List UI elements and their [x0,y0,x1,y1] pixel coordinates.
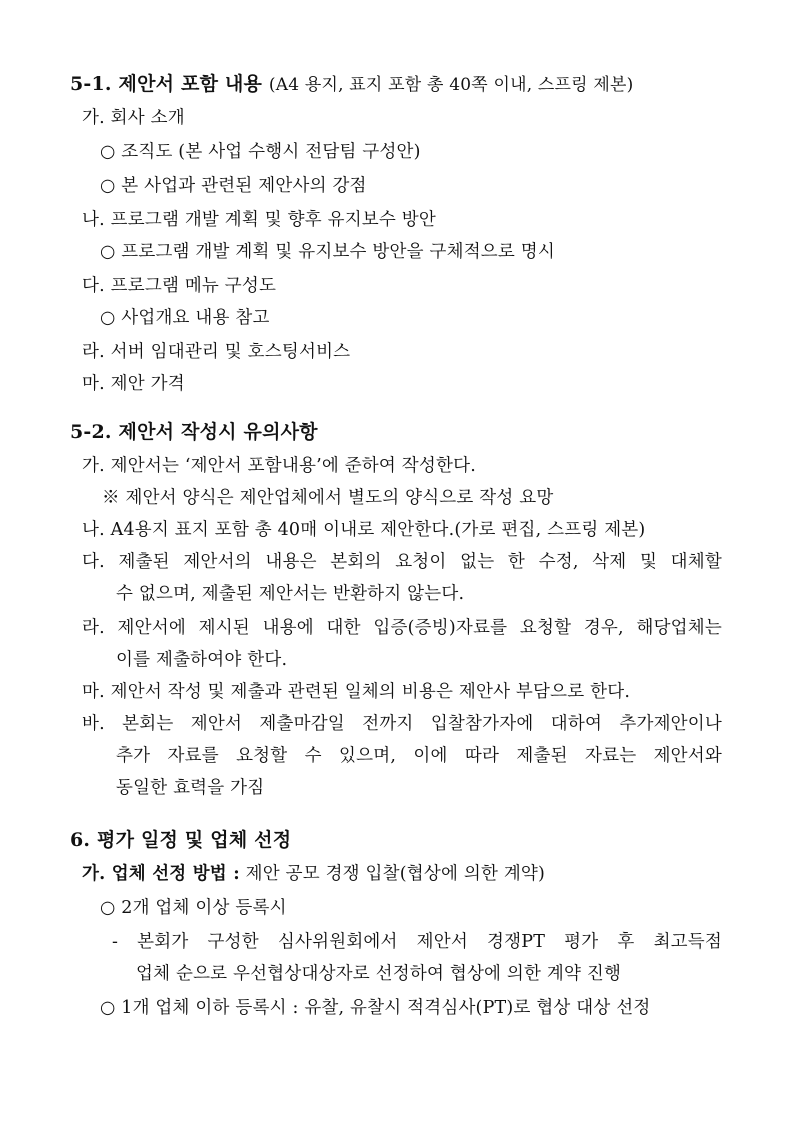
section-5-1-title: 5-1. 제안서 포함 내용 [70,73,263,95]
item-6-a [82,862,545,886]
item-5-2-d-line1: 라. 제안서에 제시된 내용에 대한 입증(증빙)자료를 요청할 경우, 해당업체는 [82,618,722,638]
item-6-a-label: 가. 업체 선정 방법 : [82,864,240,884]
item-5-1-b-1: ○ 프로그램 개발 계획 및 유지보수 방안을 구체적으로 명시 [100,242,555,262]
item-6-a-text: 제안 공모 경쟁 입찰(협상에 의한 계약) [245,864,546,884]
item-5-2-e: 마. 제안서 작성 및 제출과 관련된 일체의 비용은 제안사 부담으로 한다. [82,682,631,702]
item-5-2-f-line3: 동일한 효력을 가짐 [116,778,265,798]
item-5-2-f-line2: 추가 자료를 요청할 수 있으며, 이에 따라 제출된 자료는 제안서와 [116,746,722,766]
section-6-title: 6. 평가 일정 및 업체 선정 [70,829,292,851]
item-5-2-c-line2: 수 없으며, 제출된 제안서는 반환하지 않는다. [116,584,465,604]
item-5-2-a: 가. 제안서는 ‘제안서 포함내용’에 준하여 작성한다. [82,456,476,476]
item-6-a-1-dash [112,930,722,954]
item-5-1-c: 다. 프로그램 메뉴 구성도 [82,276,277,296]
item-5-2-f-line1: 바. 본회는 제안서 제출마감일 전까지 입찰참가자에 대하여 추가제안이나 [82,714,722,734]
item-6-a-1-dash-line1: - 본회가 구성한 심사위원회에서 제안서 경쟁PT 평가 후 최고득점 [112,932,722,952]
item-5-2-a-note: ※ 제안서 양식은 제안업체에서 별도의 양식으로 작성 요망 [102,488,554,508]
item-5-1-a-1: ○ 조직도 (본 사업 수행시 전담팀 구성안) [100,142,421,162]
item-5-1-a: 가. 회사 소개 [82,108,185,128]
item-5-2-c [82,550,722,574]
section-5-1-subtitle: (A4 용지, 표지 포함 총 40쪽 이내, 스프링 제본) [268,75,634,95]
item-6-a-2: ○ 1개 업체 이하 등록시 : 유찰, 유찰시 적격심사(PT)로 협상 대상 선정 [100,998,651,1018]
item-5-1-a-2: ○ 본 사업과 관련된 제안사의 강점 [100,176,367,196]
item-5-2-d-line2: 이를 제출하여야 한다. [116,650,288,670]
section-5-2-title: 5-2. 제안서 작성시 유의사항 [70,421,318,443]
item-5-1-e: 마. 제안 가격 [82,374,185,394]
item-5-1-b: 나. 프로그램 개발 계획 및 향후 유지보수 방안 [82,210,436,230]
item-5-2-c-line1: 다. 제출된 제안서의 내용은 본회의 요청이 없는 한 수정, 삭제 및 대체할 [82,552,722,572]
item-5-2-f [82,712,722,736]
item-6-a-1: ○ 2개 업체 이상 등록시 [100,898,287,918]
item-5-2-f-line2-wrap [116,744,722,768]
item-5-1-d: 라. 서버 임대관리 및 호스팅서비스 [82,342,351,362]
item-5-2-b: 나. A4용지 표지 포함 총 40매 이내로 제안한다.(가로 편집, 스프링 제본) [82,520,646,540]
item-5-1-c-1: ○ 사업개요 내용 참고 [100,308,270,328]
item-5-2-d [82,616,722,640]
section-5-1-heading [70,72,633,97]
item-6-a-1-dash-line2: 업체 순으로 우선협상대상자로 선정하여 협상에 의한 계약 진행 [136,964,622,984]
